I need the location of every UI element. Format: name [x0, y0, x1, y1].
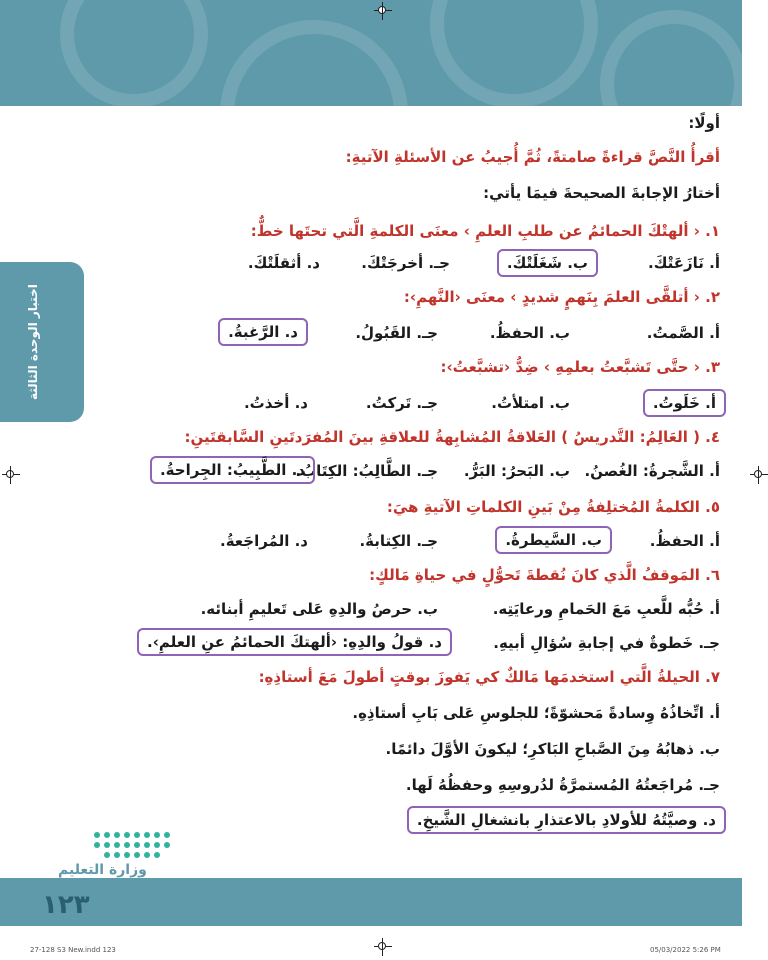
header-band	[0, 0, 742, 106]
q3-option-a-answer[interactable]: أ. خَلَوتُ.	[643, 389, 726, 417]
q1-option-a[interactable]: أ. نَازَعَتْكَ.	[648, 254, 720, 272]
question-7: ٧. الحيلةُ الَّتي استخدمَها مَالكٌ كي يَفوزَ بوقتٍ أطولَ مَعَ أستاذِهِ:	[258, 668, 720, 686]
q6-option-d-answer[interactable]: د. قولُ والدِهِ: ‹ألهتكَ الحمائمُ عنِ العلمِ›.	[137, 628, 452, 656]
registration-mark-icon	[374, 938, 392, 956]
question-3: ٣. ‹ حتَّى تَشبَّعتُ بعلمِهِ › ضِدُّ ‹تشبَّعتُ›:	[440, 358, 720, 376]
q4-option-a[interactable]: أ. الشَّجرةُ: الغُصنُ.	[584, 462, 720, 480]
question-4: ٤. ( العَالِمُ: التَّدريسُ ) العَلاقةُ المُشابِهةُ للعلاقةِ بينَ المُفرَدتَينِ السَّابقتَينِ:	[184, 428, 720, 446]
q1-option-d[interactable]: د. أثقلَتْكَ.	[247, 254, 320, 272]
registration-mark-icon	[2, 466, 20, 484]
q4-option-d-answer[interactable]: د. الطَّبِيبُ: الجِراحةُ.	[150, 456, 315, 484]
ministry-name-arabic: وزارة التعليم	[58, 862, 147, 878]
question-5: ٥. الكلمةُ المُختلِفةُ مِنْ بَينِ الكلماتِ الآتيةِ هيَ:	[386, 498, 720, 516]
section-first-label: أولًا:	[688, 114, 720, 132]
question-1: ١. ‹ ألهتْكَ الحمائمُ عن طلبِ العلمِ › معنَى الكلمةِ الَّتي تحتَها خطٌّ:	[250, 222, 720, 240]
q4-option-c[interactable]: جـ. الطَّالِبُ: الكِتَابُ.	[295, 462, 438, 480]
instruction-choose: أختارُ الإجابةَ الصحيحةَ فيمَا يأتي:	[483, 184, 720, 202]
q1-option-c[interactable]: جـ. أخرجَتْكَ.	[361, 254, 450, 272]
instruction-read: أقرأُ النَّصَّ قراءةً صامتةً، ثُمَّ أُجيبُ عن الأسئلةِ الآتيةِ:	[345, 148, 720, 166]
q2-option-d-answer[interactable]: د. الرَّغبةُ.	[218, 318, 308, 346]
q3-option-c[interactable]: جـ. تَركتُ.	[365, 394, 438, 412]
question-2: ٢. ‹ أتلقَّى العلمَ بِنَهمٍ شديدٍ › معنَى ‹النَّهمِ›:	[403, 288, 720, 306]
print-slug-right: 05/03/2022 5:26 PM	[650, 946, 721, 954]
q2-option-b[interactable]: ب. الحفظُ.	[489, 324, 570, 342]
registration-mark-icon	[374, 2, 392, 20]
ministry-logo-icon	[94, 830, 184, 858]
footer-band	[0, 878, 742, 926]
q1-option-b-answer[interactable]: ب. شَغَلَتْكَ.	[497, 249, 598, 277]
q2-option-a[interactable]: أ. الصَّمتُ.	[646, 324, 720, 342]
page-number: ١٢٣	[42, 890, 90, 920]
q7-option-d-answer[interactable]: د. وصيَّتُهُ للأولادِ بالاعتذارِ بانشغالِ الشَّيخِ.	[407, 806, 726, 834]
q5-option-c[interactable]: جـ. الكِتابةُ.	[359, 532, 438, 550]
q5-option-a[interactable]: أ. الحفظُ.	[649, 532, 720, 550]
side-tab-label: اختبار الوحدة الثالثة	[26, 284, 40, 400]
unit-side-tab	[0, 262, 84, 422]
question-6: ٦. المَوقفُ الَّذي كانَ نُقطةَ تَحوُّلٍ في حياةِ مَالكٍ:	[369, 566, 720, 584]
q6-option-a[interactable]: أ. حُبُّه للَّعبِ مَعَ الحَمامِ ورعايَتِه.	[492, 600, 720, 618]
q3-option-b[interactable]: ب. امتلأتُ.	[491, 394, 570, 412]
q5-option-b-answer[interactable]: ب. السَّيطرةُ.	[495, 526, 612, 554]
q7-option-b[interactable]: ب. ذهابُهُ مِنَ الصَّباحِ البَاكرِ؛ ليكونَ الأوَّلَ دائمًا.	[385, 740, 720, 758]
q7-option-c[interactable]: جـ. مُراجَعتُهُ المُستمرَّةُ لدُروسِهِ وحفظُهُ لَها.	[405, 776, 720, 794]
q4-option-b[interactable]: ب. البَحرُ: البَرُّ.	[463, 462, 570, 480]
registration-mark-icon	[750, 466, 768, 484]
q2-option-c[interactable]: جـ. القَبُولُ.	[355, 324, 438, 342]
q7-option-a[interactable]: أ. اتِّخاذُهُ وِسادةً مَحشوّةً؛ للجلوسِ عَلى بَابِ أستاذِهِ.	[352, 704, 720, 722]
q3-option-d[interactable]: د. أخذتُ.	[243, 394, 308, 412]
q6-option-b[interactable]: ب. حرصُ والدِهِ عَلى تَعليمِ أبنائه.	[200, 600, 438, 618]
q6-option-c[interactable]: جـ. خَطوةٌ في إجابةِ سُؤالِ أبيهِ.	[493, 634, 720, 652]
print-slug-left: 27-128 S3 New.indd 123	[30, 946, 116, 954]
q5-option-d[interactable]: د. المُراجَعةُ.	[220, 532, 308, 550]
